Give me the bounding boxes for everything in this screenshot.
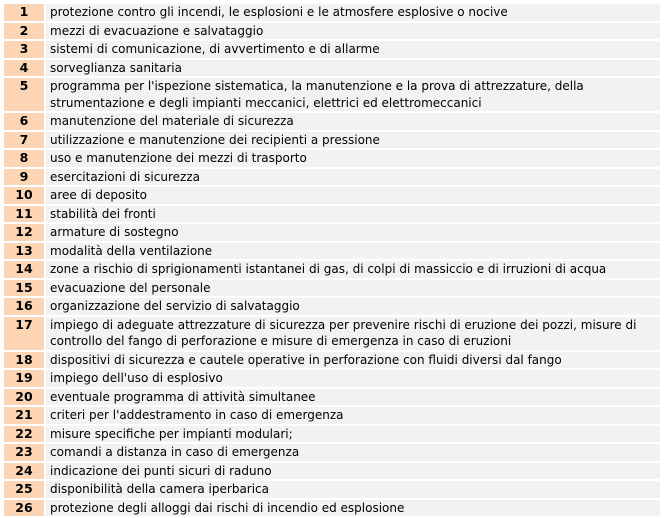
row-text: modalità della ventilazione [46, 243, 660, 260]
list-row-22 [4, 426, 660, 443]
list-row-14 [4, 261, 660, 278]
row-number: 8 [4, 150, 44, 167]
row-number: 15 [4, 280, 44, 297]
row-number: 14 [4, 261, 44, 278]
row-text: aree di deposito [46, 187, 660, 204]
row-text: armature di sostegno [46, 224, 660, 241]
row-number: 16 [4, 298, 44, 315]
numbered-list [4, 4, 660, 518]
row-text: utilizzazione e manutenzione dei recipienti a pressione [46, 132, 660, 149]
row-number: 19 [4, 370, 44, 387]
row-text: impiego di adeguate attrezzature di sicurezza per prevenire rischi di eruzione dei pozzi, misure di controllo del fango di perforazione e misure di emergenza in caso di eruzioni [46, 317, 660, 350]
list-row-7 [4, 132, 660, 149]
row-text: stabilità dei fronti [46, 206, 660, 223]
row-text: protezione degli alloggi dai rischi di incendio ed esplosione [46, 500, 660, 517]
row-text: protezione contro gli incendi, le esplosioni e le atmosfere esplosive o nocive [46, 4, 660, 21]
row-number: 24 [4, 463, 44, 480]
row-text: organizzazione del servizio di salvataggio [46, 298, 660, 315]
row-number: 10 [4, 187, 44, 204]
list-row-3 [4, 41, 660, 58]
row-text: sistemi di comunicazione, di avvertimento e di allarme [46, 41, 660, 58]
row-text: uso e manutenzione dei mezzi di trasporto [46, 150, 660, 167]
row-text: impiego dell'uso di esplosivo [46, 370, 660, 387]
list-row-4 [4, 60, 660, 77]
row-number: 1 [4, 4, 44, 21]
list-row-24 [4, 463, 660, 480]
list-row-6 [4, 113, 660, 130]
row-number: 6 [4, 113, 44, 130]
list-row-8 [4, 150, 660, 167]
list-row-19 [4, 370, 660, 387]
row-number: 20 [4, 389, 44, 406]
list-row-15 [4, 280, 660, 297]
row-text: mezzi di evacuazione e salvataggio [46, 23, 660, 40]
row-number: 12 [4, 224, 44, 241]
row-text: zone a rischio di sprigionamenti istantanei di gas, di colpi di massiccio e di irruzioni di acqua [46, 261, 660, 278]
row-text: misure specifiche per impianti modulari; [46, 426, 660, 443]
row-number: 5 [4, 78, 44, 111]
list-row-12 [4, 224, 660, 241]
row-text: dispositivi di sicurezza e cautele operative in perforazione con fluidi diversi dal fango [46, 352, 660, 369]
row-number: 18 [4, 352, 44, 369]
row-text: manutenzione del materiale di sicurezza [46, 113, 660, 130]
row-text: eventuale programma di attività simultanee [46, 389, 660, 406]
list-row-25 [4, 481, 660, 498]
row-number: 25 [4, 481, 44, 498]
row-text: criteri per l'addestramento in caso di emergenza [46, 407, 660, 424]
row-number: 26 [4, 500, 44, 517]
row-number: 7 [4, 132, 44, 149]
row-text: disponibilità della camera iperbarica [46, 481, 660, 498]
list-row-13 [4, 243, 660, 260]
list-row-5 [4, 78, 660, 111]
list-row-9 [4, 169, 660, 186]
list-row-23 [4, 444, 660, 461]
list-row-17 [4, 317, 660, 350]
row-number: 23 [4, 444, 44, 461]
row-text: evacuazione del personale [46, 280, 660, 297]
row-number: 3 [4, 41, 44, 58]
row-number: 2 [4, 23, 44, 40]
row-number: 22 [4, 426, 44, 443]
list-row-21 [4, 407, 660, 424]
row-number: 13 [4, 243, 44, 260]
list-row-10 [4, 187, 660, 204]
row-text: comandi a distanza in caso di emergenza [46, 444, 660, 461]
row-number: 17 [4, 317, 44, 350]
list-row-20 [4, 389, 660, 406]
row-text: esercitazioni di sicurezza [46, 169, 660, 186]
list-row-11 [4, 206, 660, 223]
row-text: programma per l'ispezione sistematica, la manutenzione e la prova di attrezzature, della strumentazione e degli impianti meccanici, elettrici ed elettromeccanici [46, 78, 660, 111]
row-text: indicazione dei punti sicuri di raduno [46, 463, 660, 480]
row-number: 4 [4, 60, 44, 77]
row-number: 21 [4, 407, 44, 424]
row-number: 11 [4, 206, 44, 223]
list-row-18 [4, 352, 660, 369]
row-text: sorveglianza sanitaria [46, 60, 660, 77]
list-row-1 [4, 4, 660, 21]
list-row-26 [4, 500, 660, 517]
list-row-2 [4, 23, 660, 40]
row-number: 9 [4, 169, 44, 186]
list-row-16 [4, 298, 660, 315]
